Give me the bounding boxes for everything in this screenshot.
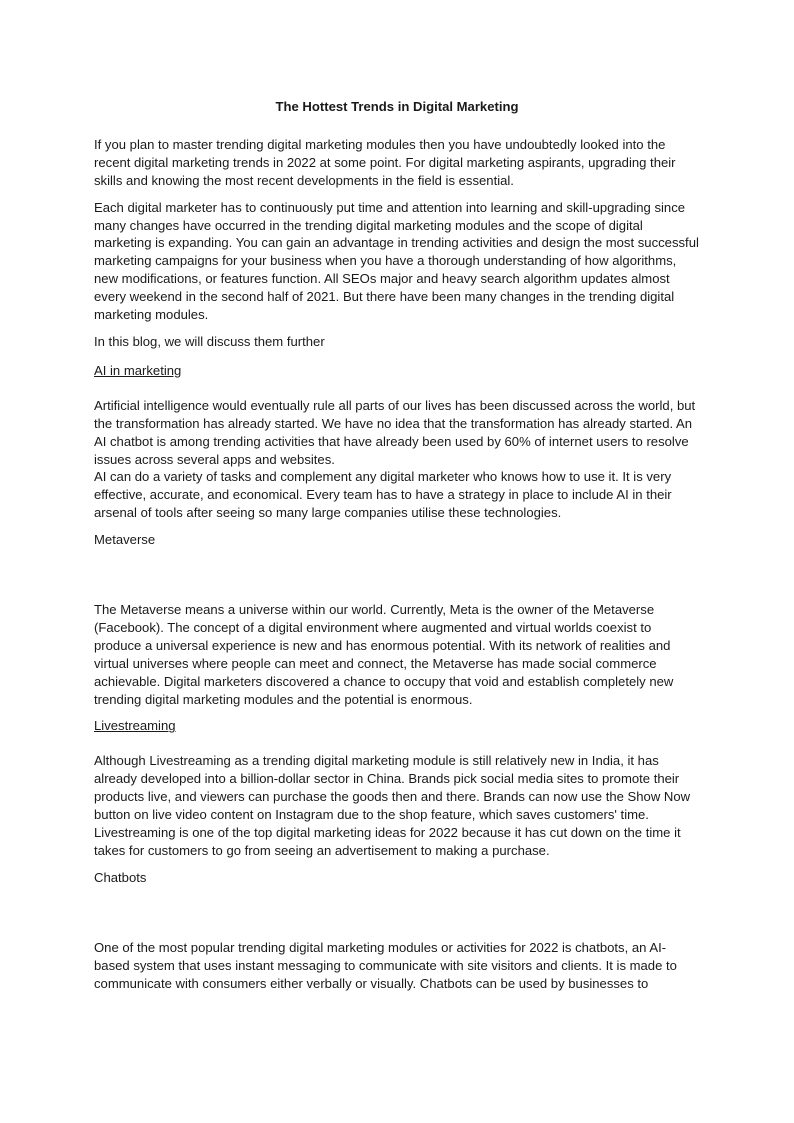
ai-paragraph-1: Artificial intelligence would eventually rule all parts of our lives has been discussed across the world, but the transformation has already started. We have no idea that the transformation has already started. An AI chatbot is among trending activities that have already been used by 60% of internet users to resolve issues across several apps and websites. xyxy=(94,397,696,467)
document-title: The Hottest Trends in Digital Marketing xyxy=(275,99,519,114)
section-heading-livestreaming: Livestreaming xyxy=(94,718,176,734)
section-heading-chatbots: Chatbots xyxy=(94,869,147,885)
intro-paragraph-2: Each digital marketer has to continuously put time and attention into learning and skill-upgrading since many changes have occurred in the trending digital marketing modules and the scope of digital marketing is expanding. You can gain an advantage in trending activities and design the most successful marketing campaigns for your business when you have a thorough understanding of how algorithms, new modifications, or features function. All SEOs major and heavy search algorithm updates almost every weekend in the second half of 2021. But there have been many changes in the trending digital marketing modules. xyxy=(94,199,699,323)
metaverse-paragraph-1: The Metaverse means a universe within our world. Currently, Meta is the owner of the Metaverse (Facebook). The concept of a digital environment where augmented and virtual worlds coexist to produce a universal experience is new and has enormous potential. With its network of realities and virtual universes where people can meet and connect, the Metaverse has made social commerce achievable. Digital marketers discovered a chance to occupy that void and establish completely new trending digital marketing modules and the potential is enormous. xyxy=(94,602,674,707)
section-heading-metaverse: Metaverse xyxy=(94,532,156,548)
chatbots-section xyxy=(94,939,700,993)
ai-paragraph-2: AI can do a variety of tasks and complement any digital marketer who knows how to use it. It is very effective, accurate, and economical. Every team has to have a strategy in place to include AI in their arsenal of tools after seeing so many large companies utilise these technologies. xyxy=(94,469,672,521)
intro-paragraph-1: If you plan to master trending digital marketing modules then you have undoubtedly looked into the recent digital marketing trends in 2022 at some point. For digital marketing aspirants, upgrading their skills and knowing the most recent developments in the field is essential. xyxy=(94,136,676,188)
chatbots-paragraph-1: One of the most popular trending digital marketing modules or activities for 2022 is chatbots, an AI-based system that uses instant messaging to communicate with site visitors and clients. It is made to communicate with consumers either verbally or visually. Chatbots can be used by businesses to xyxy=(94,939,677,991)
livestreaming-paragraph-1: Although Livestreaming as a trending digital marketing module is still relatively new in India, it has already developed into a billion-dollar sector in China. Brands pick social media sites to promote their products live, and viewers can purchase the goods then and there. Brands can now use the Show Now button on live video content on Instagram due to the shop feature, which saves customers' time. Livestreaming is one of the top digital marketing ideas for 2022 because it has cut down on the time it takes for customers to go from seeing an advertisement to making a purchase. xyxy=(94,753,691,858)
intro-paragraph-3: In this blog, we will discuss them further xyxy=(94,333,325,349)
section-heading-ai: AI in marketing xyxy=(94,362,182,378)
document-body xyxy=(94,98,700,992)
